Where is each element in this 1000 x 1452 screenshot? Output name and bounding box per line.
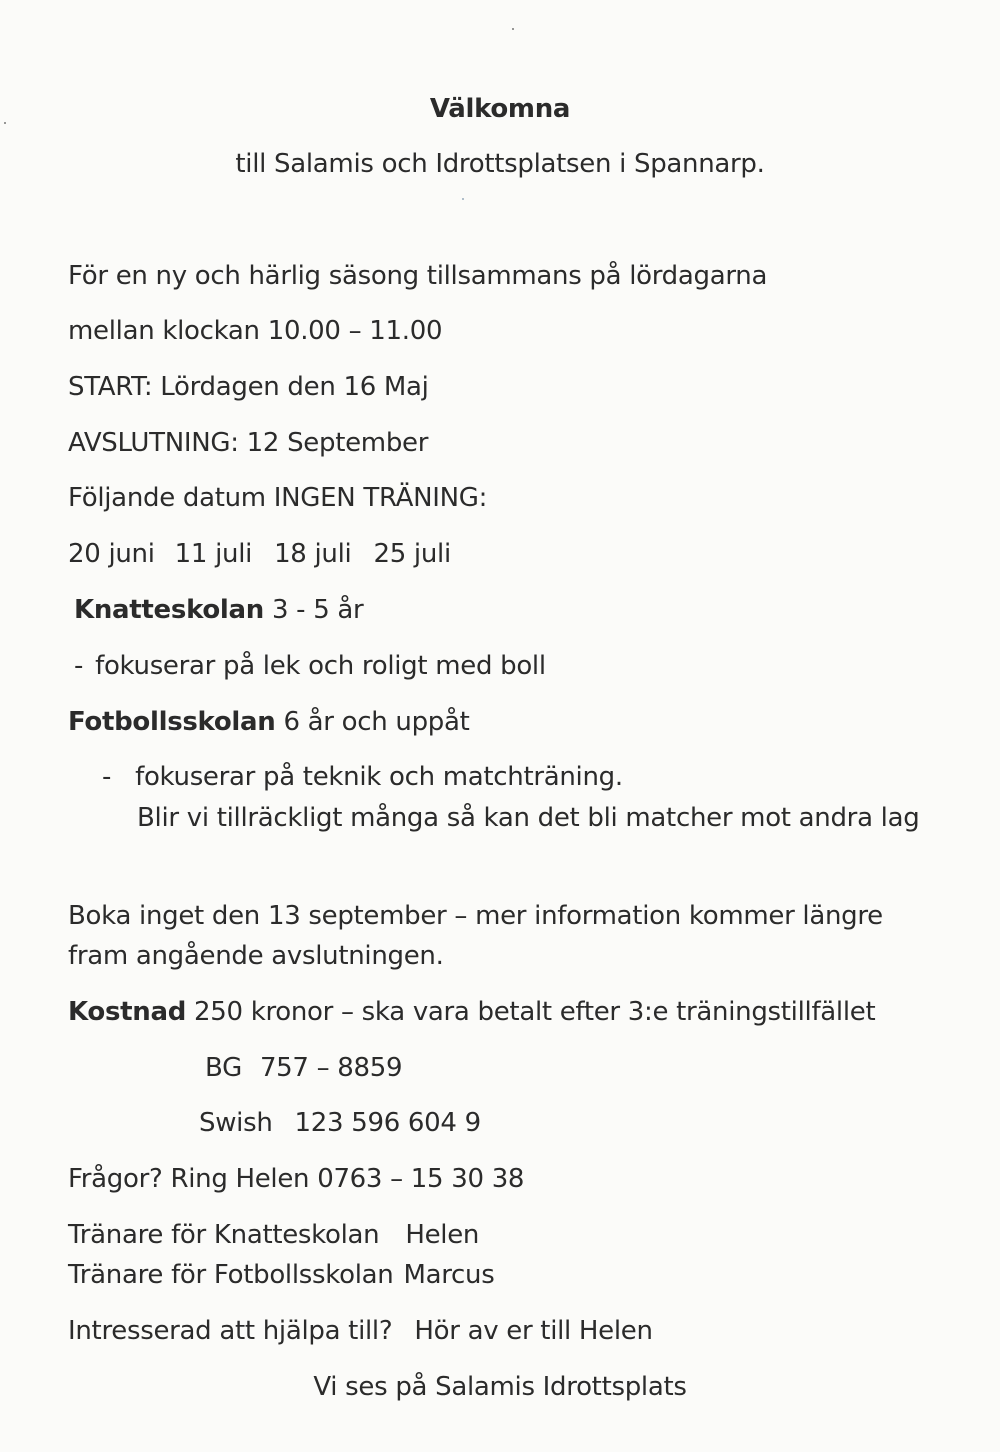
subheading: till Salamis och Idrottsplatsen i Spannarp. [235,149,765,179]
bullet-dash: - [102,762,112,792]
end-date: AVSLUTNING: 12 September [68,428,429,458]
coach-knatteskolan: Tränare för Knatteskolan Helen [68,1220,480,1250]
knatteskolan-focus: - fokuserar på lek och roligt med boll [74,651,546,681]
no-training-dates [68,541,451,567]
questions-line: Frågor? Ring Helen 0763 – 15 30 38 [68,1164,525,1194]
fotbollsskolan-matches: Blir vi tillräckligt många så kan det bli matcher mot andra lag [137,803,920,833]
swish-number: 123 596 604 9 [294,1108,481,1138]
scan-speck [462,198,464,200]
scan-speck [512,28,514,30]
fotbollsskolan-name: Fotbollsskolan [68,707,276,737]
scan-speck [4,122,6,124]
cost-line [68,999,875,1025]
coach-name: Marcus [403,1260,495,1290]
knatteskolan-age: 3 - 5 år [271,595,364,625]
closing-line: Vi ses på Salamis Idrottsplats [313,1372,687,1402]
heading: Välkomna [429,94,571,124]
date-item: 11 juli [174,539,253,569]
fotbollsskolan-age: 6 år och uppåt [283,707,470,737]
bankgiro-line: BG 757 – 8859 [205,1053,403,1083]
bankgiro-number: 757 – 8859 [259,1053,403,1083]
knatteskolan-heading [74,597,363,623]
no-training-label: Följande datum INGEN TRÄNING: [68,483,488,513]
coach-fotbollsskolan: Tränare för Fotbollsskolan Marcus [68,1260,495,1290]
bullet-dash: - [74,651,84,681]
cost-label: Kostnad [68,997,187,1027]
intro-line-1: För en ny och härlig säsong tillsammans på lördagarna [68,261,768,291]
swish-line: Swish 123 596 604 9 [199,1108,481,1138]
date-item: 25 juli [373,539,451,569]
fotbollsskolan-focus: - fokuserar på teknik och matchträning. [102,762,623,792]
date-item: 20 juni [68,539,155,569]
intro-line-2: mellan klockan 10.00 – 11.00 [68,316,443,346]
cost-text: 250 kronor – ska vara betalt efter 3:e träningstillfället [194,997,876,1027]
booking-line-1: Boka inget den 13 september – mer information kommer längre [68,901,883,931]
coach-name: Helen [405,1220,480,1250]
help-line: Intresserad att hjälpa till? Hör av er till Helen [68,1316,653,1346]
fotbollsskolan-heading [68,709,470,735]
knatteskolan-name: Knatteskolan [74,595,264,625]
booking-line-2: fram angående avslutningen. [68,941,444,971]
date-item: 18 juli [274,539,352,569]
start-date: START: Lördagen den 16 Maj [68,372,429,402]
